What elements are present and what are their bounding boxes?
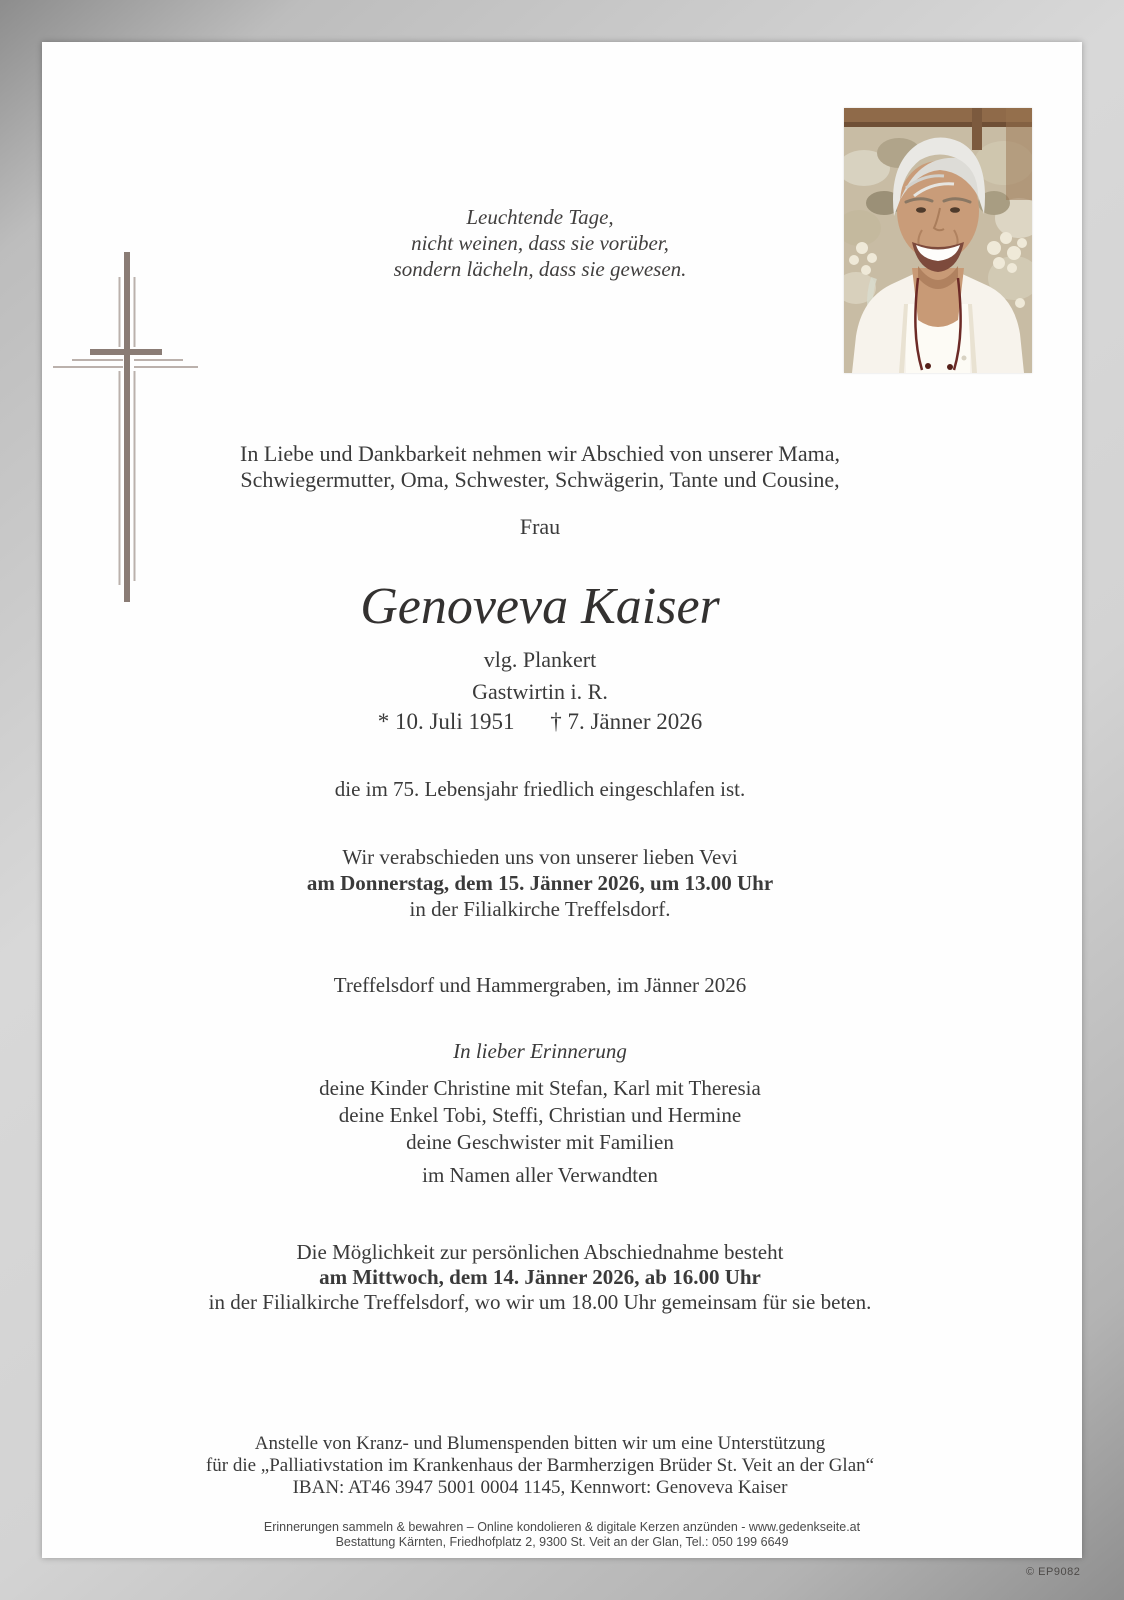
death-date: † 7. Jänner 2026 <box>550 709 703 734</box>
place-dateline: Treffelsdorf und Hammergraben, im Jänner 2026 <box>333 973 747 997</box>
donation-line: Anstelle von Kranz- und Blumenspenden bitten wir um eine Unterstützung <box>254 1433 826 1454</box>
donation-iban: IBAN: AT46 3947 5001 0004 1145, Kennwort: Genoveva Kaiser <box>292 1477 788 1498</box>
funeral-datetime: am Donnerstag, dem 15. Jänner 2026, um 13.00 Uhr <box>306 871 774 895</box>
passing-text: die im 75. Lebensjahr friedlich eingeschlafen ist. <box>334 777 746 801</box>
mourners-closing: im Namen aller Verwandten <box>422 1163 658 1187</box>
frame-copyright: © EP9082 <box>1026 1566 1081 1578</box>
deceased-name: Genoveva Kaiser <box>360 578 720 635</box>
salutation: Frau <box>519 514 561 539</box>
visitation-datetime: am Mittwoch, dem 14. Jänner 2026, ab 16.00 Uhr <box>319 1265 761 1289</box>
visitation-line: Die Möglichkeit zur persönlichen Abschiednahme besteht <box>296 1240 784 1264</box>
verse-line: nicht weinen, dass sie vorüber, <box>411 231 669 255</box>
farewell-line: Wir verabschieden uns von unserer lieben Vevi <box>342 845 738 869</box>
footer-line: Erinnerungen sammeln & bewahren – Online kondolieren & digitale Kerzen anzünden - www.gedenkseite.at <box>263 1520 861 1534</box>
intro-line: In Liebe und Dankbarkeit nehmen wir Abschied von unserer Mama, <box>240 441 840 466</box>
vulgo-name: vlg. Plankert <box>483 647 597 672</box>
funeral-location: in der Filialkirche Treffelsdorf. <box>409 897 671 921</box>
mourners-line: deine Enkel Tobi, Steffi, Christian und Hermine <box>338 1103 742 1127</box>
verse-line: Leuchtende Tage, <box>466 205 614 229</box>
funeral-announcement <box>42 844 1038 922</box>
visitation-location: in der Filialkirche Treffelsdorf, wo wir um 18.00 Uhr gemeinsam für sie beten. <box>208 1290 872 1314</box>
obituary-card <box>42 42 1082 1558</box>
profession: Gastwirtin i. R. <box>472 679 608 704</box>
memory-heading: In lieber Erinnerung <box>453 1039 627 1063</box>
verse-line: sondern lächeln, dass sie gewesen. <box>393 257 687 281</box>
donation-line: für die „Palliativstation im Krankenhaus der Barmherzigen Brüder St. Veit an der Glan“ <box>205 1455 875 1476</box>
footer-line: Bestattung Kärnten, Friedhofplatz 2, 9300 St. Veit an der Glan, Tel.: 050 199 6649 <box>335 1535 789 1549</box>
mourners-line: deine Geschwister mit Familien <box>406 1130 674 1154</box>
mourners-list <box>42 1075 1038 1156</box>
mourners-line: deine Kinder Christine mit Stefan, Karl mit Theresia <box>319 1076 761 1100</box>
life-dates <box>42 708 1038 736</box>
introduction-text <box>42 441 1038 493</box>
donation-request <box>42 1433 1038 1499</box>
intro-line: Schwiegermutter, Oma, Schwester, Schwägerin, Tante und Cousine, <box>240 467 840 492</box>
memorial-cross-icon <box>50 248 200 608</box>
visitation-announcement <box>42 1240 1038 1315</box>
birth-date: * 10. Juli 1951 <box>377 709 515 734</box>
funeral-home-footer <box>42 1520 1082 1550</box>
opening-verse <box>42 204 1038 282</box>
